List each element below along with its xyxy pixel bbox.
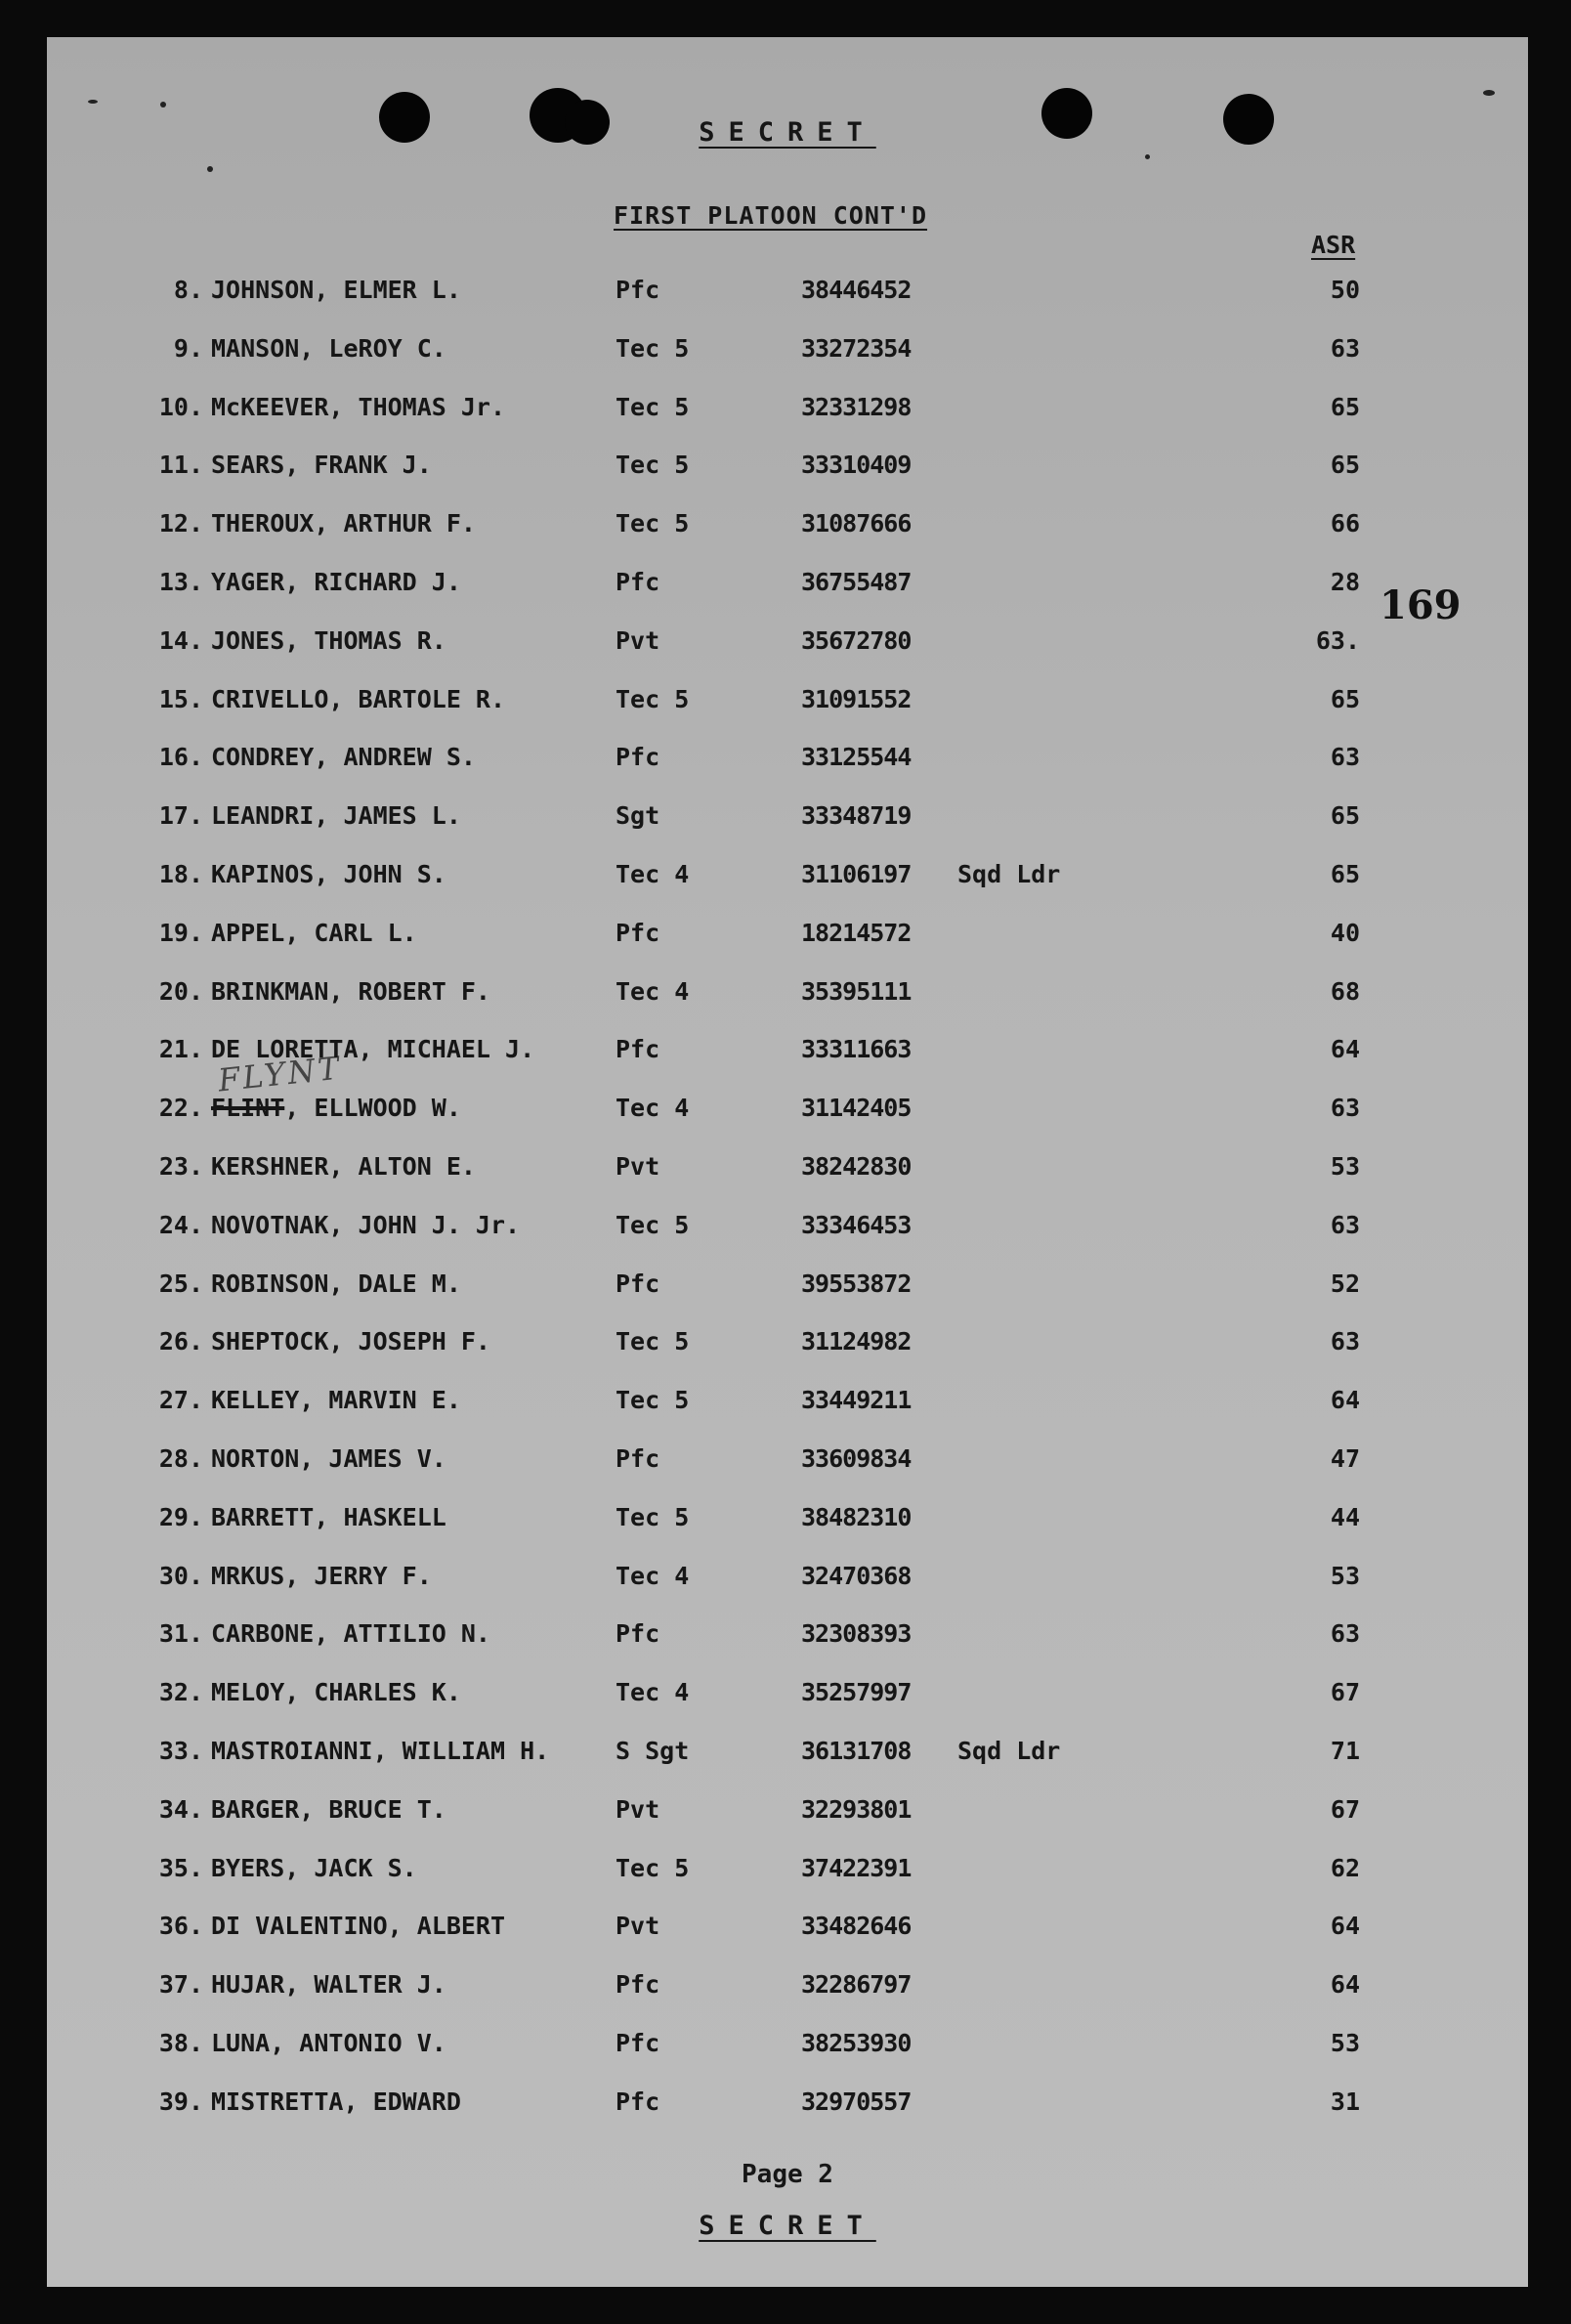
row-number: 22. [158,1094,203,1123]
table-row [47,1955,1528,2013]
rank: Tec 5 [616,509,690,538]
asr-score: 53 [1330,1561,1360,1590]
table-row [47,1254,1528,1313]
rank: Pfc [616,1970,660,2000]
rank: Pfc [616,1035,660,1064]
rank: Pfc [616,743,660,772]
table-row [47,903,1528,962]
row-number: 37. [158,1970,203,2000]
speck [207,166,213,172]
note: Sqd Ldr [957,1736,1061,1765]
asr-score: 63 [1330,743,1360,772]
soldier-name: NORTON, JAMES V. [211,1443,446,1473]
rank: Tec 5 [616,392,690,421]
serial-number: 38482310 [801,1502,912,1531]
struck-surname: FLINT [211,1094,285,1123]
table-row [47,1195,1528,1254]
table-row [47,435,1528,494]
asr-score: 63 [1330,333,1360,363]
soldier-name: DE LORETTA, MICHAEL J. [211,1035,535,1064]
table-row [47,260,1528,319]
soldier-name [211,1094,461,1122]
serial-number: 33272354 [801,333,912,363]
rank: Pvt [616,1794,660,1824]
serial-number: 32308393 [801,1619,912,1649]
serial-number: 38253930 [801,2028,912,2057]
serial-number: 35672780 [801,625,912,655]
row-number: 18. [158,859,203,888]
row-number: 19. [158,918,203,947]
rank: Tec 4 [616,1561,690,1590]
speck [1145,154,1150,159]
handwritten-correction: FLYNT [216,1049,344,1099]
table-row [47,1838,1528,1897]
soldier-name: HUJAR, WALTER J. [211,1970,446,2000]
serial-number: 33346453 [801,1210,912,1239]
table-row [47,2013,1528,2072]
serial-number: 32293801 [801,1794,912,1824]
row-number: 38. [158,2028,203,2057]
rank: Pfc [616,1619,660,1649]
soldier-name: ROBINSON, DALE M. [211,1269,461,1298]
row-number: 11. [158,451,203,480]
soldier-name: LEANDRI, JAMES L. [211,801,461,831]
soldier-name: KELLEY, MARVIN E. [211,1386,461,1415]
serial-number: 35395111 [801,976,912,1006]
rank: Tec 5 [616,1210,690,1239]
serial-number: 31106197 [801,859,912,888]
table-row [47,1780,1528,1838]
serial-number: 39553872 [801,1269,912,1298]
asr-score: 31 [1330,2087,1360,2116]
rank: Pfc [616,2028,660,2057]
rank: Tec 5 [616,1502,690,1531]
asr-score: 40 [1330,918,1360,947]
row-number: 39. [158,2087,203,2116]
serial-number: 32286797 [801,1970,912,2000]
asr-score: 63 [1330,1619,1360,1649]
table-row [47,669,1528,728]
serial-number: 38242830 [801,1151,912,1181]
soldier-name: LUNA, ANTONIO V. [211,2028,446,2057]
asr-score: 63. [1315,625,1360,655]
table-row [47,1662,1528,1721]
table-row [47,377,1528,436]
asr-score: 63 [1330,1327,1360,1356]
rank: Pfc [616,1443,660,1473]
table-row [47,494,1528,552]
asr-score: 62 [1330,1853,1360,1882]
table-row [47,1546,1528,1605]
rank: Pvt [616,1151,660,1181]
table-row [47,1370,1528,1429]
row-number: 27. [158,1386,203,1415]
row-number: 17. [158,801,203,831]
serial-number: 31087666 [801,509,912,538]
serial-number: 18214572 [801,918,912,947]
soldier-name: MANSON, LeROY C. [211,333,446,363]
table-row [47,1429,1528,1487]
row-number: 26. [158,1327,203,1356]
section-title: FIRST PLATOON CONT'D [614,201,928,230]
soldier-name: McKEEVER, THOMAS Jr. [211,392,506,421]
table-row [47,2072,1528,2130]
asr-score: 53 [1330,1151,1360,1181]
asr-score: 65 [1330,859,1360,888]
rank: Pfc [616,276,660,304]
serial-number: 32331298 [801,392,912,421]
serial-number: 33609834 [801,1443,912,1473]
soldier-name: YAGER, RICHARD J. [211,567,461,596]
soldier-name: SHEPTOCK, JOSEPH F. [211,1327,490,1356]
rank: Tec 4 [616,1678,690,1707]
serial-number: 31142405 [801,1094,912,1123]
table-row [47,1078,1528,1137]
serial-number: 37422391 [801,1853,912,1882]
page-number: Page 2 [742,2160,833,2189]
asr-score: 64 [1330,1970,1360,2000]
note: Sqd Ldr [957,859,1061,888]
row-number: 15. [158,684,203,713]
serial-number: 32470368 [801,1561,912,1590]
asr-score: 64 [1330,1386,1360,1415]
row-number: 33. [158,1736,203,1765]
serial-number: 36131708 [801,1736,912,1765]
asr-score: 63 [1330,1210,1360,1239]
soldier-name: JOHNSON, ELMER L. [211,276,461,304]
soldier-name: MISTRETTA, EDWARD [211,2087,461,2116]
classification-footer: SECRET [699,2211,876,2241]
asr-score: 50 [1330,276,1360,304]
rank: Tec 5 [616,1327,690,1356]
row-number: 16. [158,743,203,772]
table-row [47,319,1528,377]
rank: Tec 5 [616,1853,690,1882]
speck [160,102,166,108]
asr-score: 71 [1330,1736,1360,1765]
serial-number: 31124982 [801,1327,912,1356]
soldier-name: THEROUX, ARTHUR F. [211,509,476,538]
table-row [47,1896,1528,1955]
asr-score: 44 [1330,1502,1360,1531]
rank: Sgt [616,801,660,831]
soldier-name: APPEL, CARL L. [211,918,417,947]
document-page [47,37,1528,2287]
asr-score: 47 [1330,1443,1360,1473]
row-number: 30. [158,1561,203,1590]
row-number: 12. [158,509,203,538]
serial-number: 33125544 [801,743,912,772]
rank: Pvt [616,625,660,655]
rank: Tec 4 [616,859,690,888]
soldier-name: DI VALENTINO, ALBERT [211,1912,506,1941]
row-number: 14. [158,625,203,655]
table-row [47,552,1528,611]
soldier-name: MASTROIANNI, WILLIAM H. [211,1736,550,1765]
serial-number: 38446452 [801,276,912,304]
asr-score: 53 [1330,2028,1360,2057]
row-number: 31. [158,1619,203,1649]
row-number: 29. [158,1502,203,1531]
rank: Pfc [616,567,660,596]
table-row [47,1019,1528,1078]
asr-score: 65 [1330,451,1360,480]
rank: Pfc [616,918,660,947]
asr-score: 65 [1330,801,1360,831]
soldier-name: KAPINOS, JOHN S. [211,859,446,888]
serial-number: 33449211 [801,1386,912,1415]
row-number: 10. [158,392,203,421]
serial-number: 33311663 [801,1035,912,1064]
soldier-name: CARBONE, ATTILIO N. [211,1619,490,1649]
table-row [47,1487,1528,1546]
rank: Tec 5 [616,333,690,363]
row-number: 21. [158,1035,203,1064]
table-row [47,1312,1528,1370]
row-number: 34. [158,1794,203,1824]
soldier-name: BYERS, JACK S. [211,1853,417,1882]
rank: Tec 4 [616,976,690,1006]
classification-header: SECRET [699,117,876,148]
rank: S Sgt [616,1736,690,1765]
soldier-name: SEARS, FRANK J. [211,451,432,480]
soldier-name: MELOY, CHARLES K. [211,1678,461,1707]
serial-number: 31091552 [801,684,912,713]
table-row [47,786,1528,844]
soldier-name: NOVOTNAK, JOHN J. Jr. [211,1210,521,1239]
stamped-number: 169 [1380,582,1462,628]
rank: Tec 5 [616,451,690,480]
table-row [47,1137,1528,1195]
name-remainder: , ELLWOOD W. [284,1094,461,1123]
serial-number: 36755487 [801,567,912,596]
asr-score: 67 [1330,1678,1360,1707]
table-row [47,1721,1528,1780]
row-number: 25. [158,1269,203,1298]
row-number: 35. [158,1853,203,1882]
row-number: 8. [173,276,203,304]
soldier-name: JONES, THOMAS R. [211,625,446,655]
row-number: 32. [158,1678,203,1707]
soldier-name: CONDREY, ANDREW S. [211,743,476,772]
asr-score: 67 [1330,1794,1360,1824]
asr-score: 65 [1330,684,1360,713]
soldier-name: BRINKMAN, ROBERT F. [211,976,490,1006]
asr-score: 64 [1330,1035,1360,1064]
rank: Pvt [616,1912,660,1941]
row-number: 13. [158,567,203,596]
serial-number: 32970557 [801,2087,912,2116]
table-row [47,611,1528,669]
serial-number: 33482646 [801,1912,912,1941]
table-row [47,727,1528,786]
soldier-name: CRIVELLO, BARTOLE R. [211,684,506,713]
asr-score: 28 [1330,567,1360,596]
serial-number: 33310409 [801,451,912,480]
rank: Tec 5 [616,1386,690,1415]
soldier-name: BARGER, BRUCE T. [211,1794,446,1824]
serial-number: 33348719 [801,801,912,831]
asr-column-header: ASR [1311,231,1356,259]
row-number: 23. [158,1151,203,1181]
row-number: 36. [158,1912,203,1941]
soldier-name: KERSHNER, ALTON E. [211,1151,476,1181]
asr-score: 52 [1330,1269,1360,1298]
row-number: 20. [158,976,203,1006]
rank: Pfc [616,2087,660,2116]
rank: Pfc [616,1269,660,1298]
rank: Tec 4 [616,1094,690,1123]
row-number: 28. [158,1443,203,1473]
asr-score: 66 [1330,509,1360,538]
asr-score: 63 [1330,1094,1360,1123]
row-number: 9. [173,333,203,363]
asr-score: 65 [1330,392,1360,421]
speck [88,100,98,104]
speck [1483,90,1495,96]
row-number: 24. [158,1210,203,1239]
soldier-name: MRKUS, JERRY F. [211,1561,432,1590]
asr-score: 68 [1330,976,1360,1006]
table-row [47,844,1528,903]
rank: Tec 5 [616,684,690,713]
table-row [47,962,1528,1020]
serial-number: 35257997 [801,1678,912,1707]
roster-list [47,260,1528,2130]
table-row [47,1604,1528,1662]
asr-score: 64 [1330,1912,1360,1941]
soldier-name: BARRETT, HASKELL [211,1502,446,1531]
